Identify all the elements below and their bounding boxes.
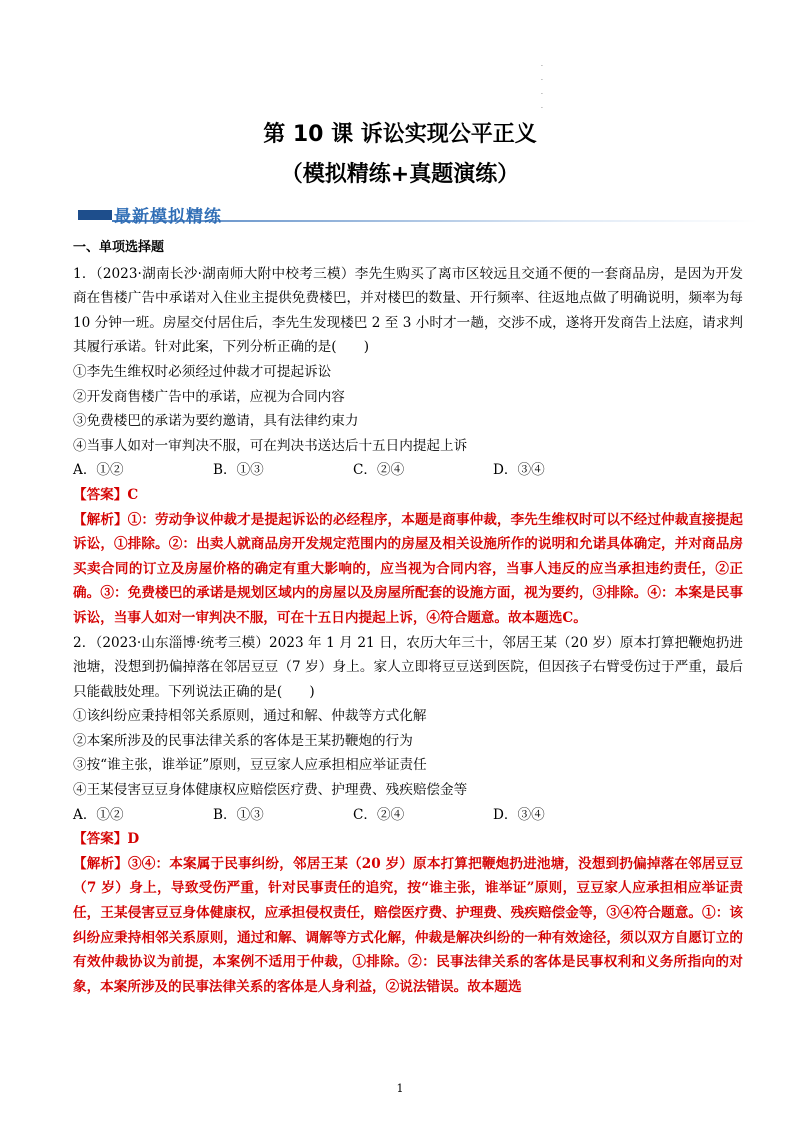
banner-label: 最新模拟精练 xyxy=(114,207,222,227)
option-a: A．①② xyxy=(73,462,124,479)
question-item: ④王某侵害豆豆身体健康权应赔偿医疗费、护理费、残疾赔偿金等 xyxy=(73,782,468,799)
section-heading: 一、单项选择题 xyxy=(73,240,165,255)
question-item: ③按“谁主张，谁举证”原则，豆豆家人应承担相应举证责任 xyxy=(73,757,427,774)
question-item: ④当事人如对一审判决不服，可在判决书送达后十五日内提起上诉 xyxy=(73,437,468,454)
answer-key: 【答案】D xyxy=(73,831,140,848)
page-title: 第 10 课 诉讼实现公平正义 xyxy=(263,122,537,147)
option-d: D．③④ xyxy=(493,806,545,823)
page-number: 1 xyxy=(396,1082,404,1095)
option-c: C．②④ xyxy=(353,462,405,479)
option-a: A．①② xyxy=(73,806,124,823)
decorative-dots: . . . . xyxy=(541,61,543,110)
question-2 xyxy=(73,631,743,1000)
analysis-label: 【解析】 xyxy=(73,511,128,528)
option-b: B．①③ xyxy=(213,462,264,479)
analysis-label: 【解析】 xyxy=(73,855,129,872)
option-d: D．③④ xyxy=(493,462,545,479)
analysis-body: ①：劳动争议仲裁才是提起诉讼的必经程序，本题是商事仲裁，李先生维权时可以不经过仲裁直接提起诉讼，①排除。②：出卖人就商品房开发规定范围内的房屋及相关设施所作的说明和允诺具体确定，并对商品房买卖合同的订立及房屋价格的确定有重大影响的，应当视为合同内容，当事人违反的应当承担违约责任，②正确。③：免费楼巴的承诺是规划区域内的房屋以及房屋所配套的设施方面，视为要约，③排除。④：本案是民事诉讼，当事人如对一审判决不服，可在十五日内提起上诉，④符合题意。故本题选C。 xyxy=(73,511,743,626)
question-item: ①李先生维权时必须经过仲裁才可提起诉讼 xyxy=(73,363,332,380)
document-body xyxy=(73,236,743,999)
answer-options xyxy=(73,803,743,828)
question-item: ②本案所涉及的民事法律关系的客体是王某扔鞭炮的行为 xyxy=(73,732,413,749)
question-1 xyxy=(73,262,743,631)
section-banner xyxy=(78,202,758,227)
option-c: C．②④ xyxy=(353,806,405,823)
page-subtitle: （模拟精练+真题演练） xyxy=(280,162,520,187)
answer-options xyxy=(73,458,743,483)
question-item: ③免费楼巴的承诺为要约邀请，具有法律约束力 xyxy=(73,413,359,430)
question-stem: 1．（2023·湖南长沙·湖南师大附中校考三模）李先生购买了离市区较远且交通不便的一套商品房，是因为开发商在售楼广告中承诺对入住业主提供免费楼巴，并对楼巴的数量、开行频率、往返地点做了明确说明，频率为每 10 分钟一班。房屋交付居住后，李先生发现楼巴 2 至 3 小时才一趟，交涉不成，遂将开发商告上法庭，请求判其履行承诺。针对此案，下列分析正确的是( ) xyxy=(73,265,743,356)
question-item: ②开发商售楼广告中的承诺，应视为合同内容 xyxy=(73,388,345,405)
question-stem: 2．（2023·山东淄博·统考三模）2023 年 1 月 21 日，农历大年三十，邻居王某（20 岁）原本打算把鞭炮扔进池塘，没想到扔偏掉落在邻居豆豆（7 岁）身上。家人立即将豆豆送到医院，但因孩子右臂受伤过于严重，最后只能截肢处理。下列说法正确的是( ) xyxy=(73,634,743,700)
analysis-body: ③④：本案属于民事纠纷，邻居王某（20 岁）原本打算把鞭炮扔进池塘，没想到扔偏掉落在邻居豆豆（7 岁）身上，导致受伤严重，针对民事责任的追究，按“谁主张，谁举证”原则，豆豆家人应承担相应举证责任，王某侵害豆豆身体健康权，应承担侵权责任，赔偿医疗费、护理费、残疾赔偿金等，③④符合题意。①：该纠纷应秉持相邻关系原则，通过和解、调解等方式化解，仲裁是解决纠纷的一种有效途径，须以双方自愿订立的有效仲裁协议为前提，本案例不适用于仲裁，①排除。②：民事法律关系的客体是民事权利和义务所指向的对象，本案所涉及的民事法律关系的客体是人身利益，②说法错误。故本题选 xyxy=(73,855,743,995)
answer-key: 【答案】C xyxy=(73,486,139,503)
question-item: ①该纠纷应秉持相邻关系原则，通过和解、仲裁等方式化解 xyxy=(73,708,427,725)
option-b: B．①③ xyxy=(213,806,264,823)
banner-bar xyxy=(78,210,112,220)
analysis-text xyxy=(73,852,743,1000)
analysis-text xyxy=(73,508,743,631)
